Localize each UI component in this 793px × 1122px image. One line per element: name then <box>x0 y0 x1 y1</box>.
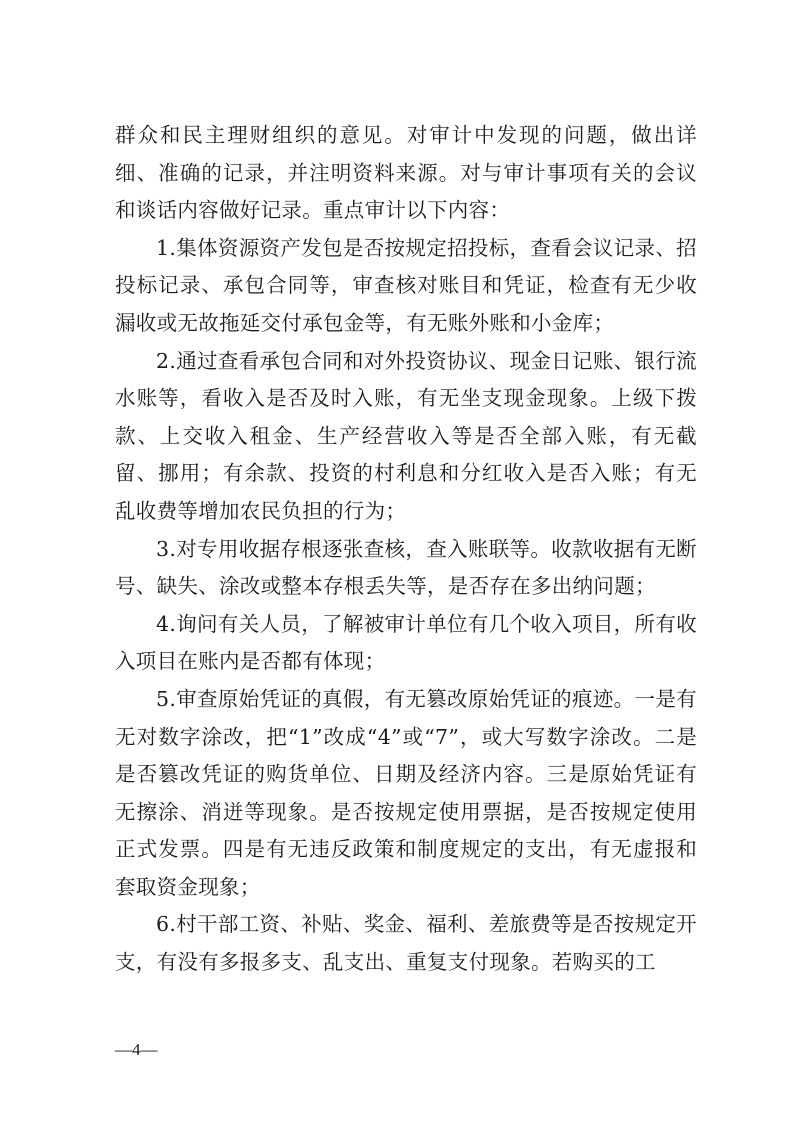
paragraph-item-6: 6.村干部工资、补贴、奖金、福利、差旅费等是否按规定开支，有没有多报多支、乱支出、重复支付现象。若购买的工 <box>115 912 697 975</box>
page-number: —4— <box>115 1040 158 1059</box>
paragraph-item-1: 1.集体资源资产发包是否按规定招投标，查看会议记录、招投标记录、承包合同等，审查核对账目和凭证，检查有无少收漏收或无故拖延交付承包金等，有无账外账和小金库； <box>115 235 697 335</box>
paragraph-item-3: 3.对专用收据存根逐张查核，查入账联等。收款收据有无断号、缺失、涂改或整本存根丢失等，是否存在多出纳问题； <box>115 536 697 599</box>
document-body <box>115 117 697 982</box>
paragraph-item-5: 5.审查原始凭证的真假，有无篡改原始凭证的痕迹。一是有无对数字涂改，把“1”改成“4”或“7”，或大写数字涂改。二是是否篡改凭证的购货单位、日期及经济内容。三是原始凭证有无擦涂、消迸等现象。是否按规定使用票据，是否按规定使用正式发票。四是有无违反政策和制度规定的支出，有无虚报和套取资金现象； <box>115 686 697 899</box>
paragraph-item-4: 4.询问有关人员，了解被审计单位有几个收入项目，所有收入项目在账内是否都有体现； <box>115 611 697 674</box>
paragraph-continuation: 群众和民主理财组织的意见。对审计中发现的问题，做出详细、准确的记录，并注明资料来源。对与审计事项有关的会议和谈话内容做好记录。重点审计以下内容： <box>115 123 697 223</box>
paragraph-item-2: 2.通过查看承包合同和对外投资协议、现金日记账、银行流水账等，看收入是否及时入账，有无坐支现金现象。上级下拨款、上交收入租金、生产经营收入等是否全部入账，有无截留、挪用；有余款、投资的村利息和分红收入是否入账；有无乱收费等增加农民负担的行为； <box>115 348 697 523</box>
